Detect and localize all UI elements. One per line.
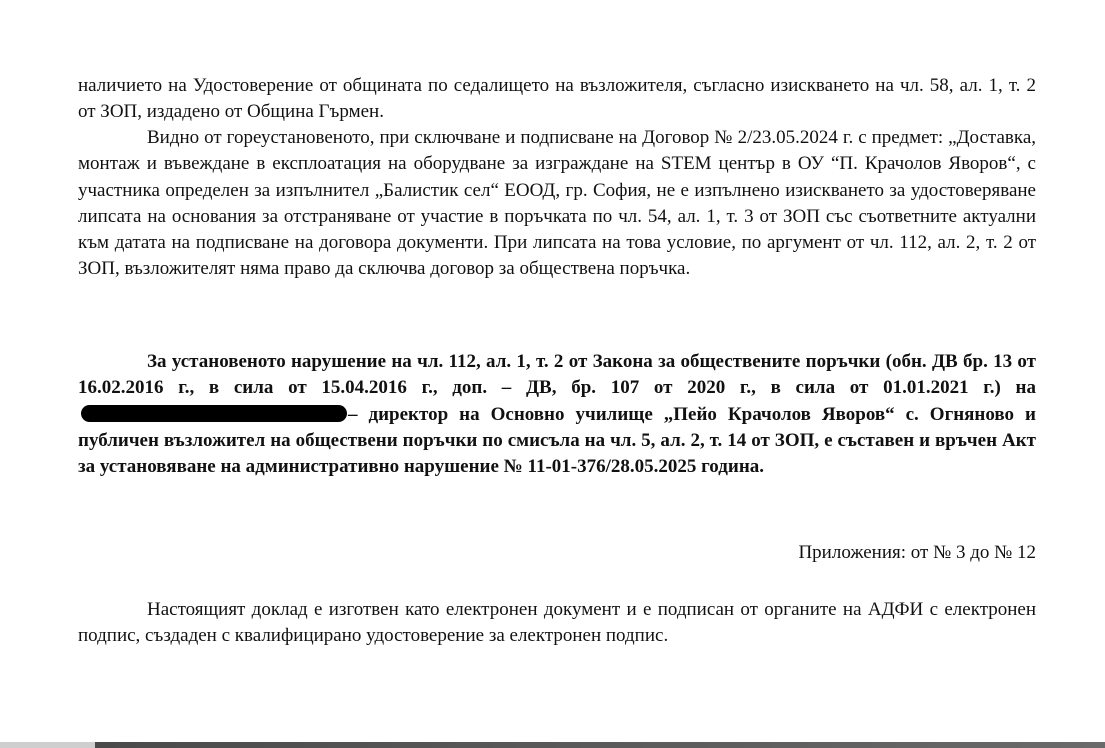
paragraph-violation xyxy=(78,349,1036,480)
redacted-name xyxy=(81,405,347,422)
paragraph-municipal-certificate: наличието на Удостоверение от общината по седалището на възложителя, съгласно изискването на чл. 58, ал. 1, т. 2 от ЗОП, издадено от Община Гърмен. xyxy=(78,75,1036,123)
violation-text-start: За установеното нарушение на чл. 112, ал. 1, т. 2 от Закона за обществените поръчки (обн. ДВ бр. 13 от 16.02.2016 г., в сила от 15.04.2016 г., доп. – ДВ, бр. 107 от 2020 г., в сила от 01.01.2021 г.) на xyxy=(78,351,1036,399)
paragraph-contract-findings: Видно от гореустановеното, при сключване и подписване на Договор № 2/23.05.2024 г. с предмет: „Доставка, монтаж и въвеждане в експлоатация на оборудване за изграждане на STEM център в ОУ “П. Крачолов Яворов“, с участника определен за изпълнител „Балистик сел“ ЕООД, гр. София, не е изпълнено изискването за удостоверяване липсата на основания за отстраняване от участие в поръчката по чл. 54, ал. 1, т. 3 от ЗОП със съответните актуални към датата на подписване на договора документи. При липсата на това условие, по аргумент от чл. 112, ал. 2, т. 2 от ЗОП, възложителят няма право да сключва договор за обществена поръчка. xyxy=(78,127,1036,280)
violation-text-end: – директор на Основно училище „Пейо Крачолов Яворов“ с. Огняново и публичен възложител на обществени поръчки по смисъла на чл. 5, ал. 2, т. 14 от ЗОП, е съставен и връчен Акт за установяване на административно нарушение № 11-01-376/28.05.2025 година. xyxy=(78,403,1036,478)
paragraph-electronic-signature: Настоящият доклад е изготвен като електронен документ и е подписан от органите на АДФИ с електронен подпис, създаден с квалифицирано удостоверение за електронен подпис. xyxy=(78,599,1036,647)
annexes-line: Приложения: от № 3 до № 12 xyxy=(798,542,1036,563)
bottom-edge-bar xyxy=(0,742,1105,748)
